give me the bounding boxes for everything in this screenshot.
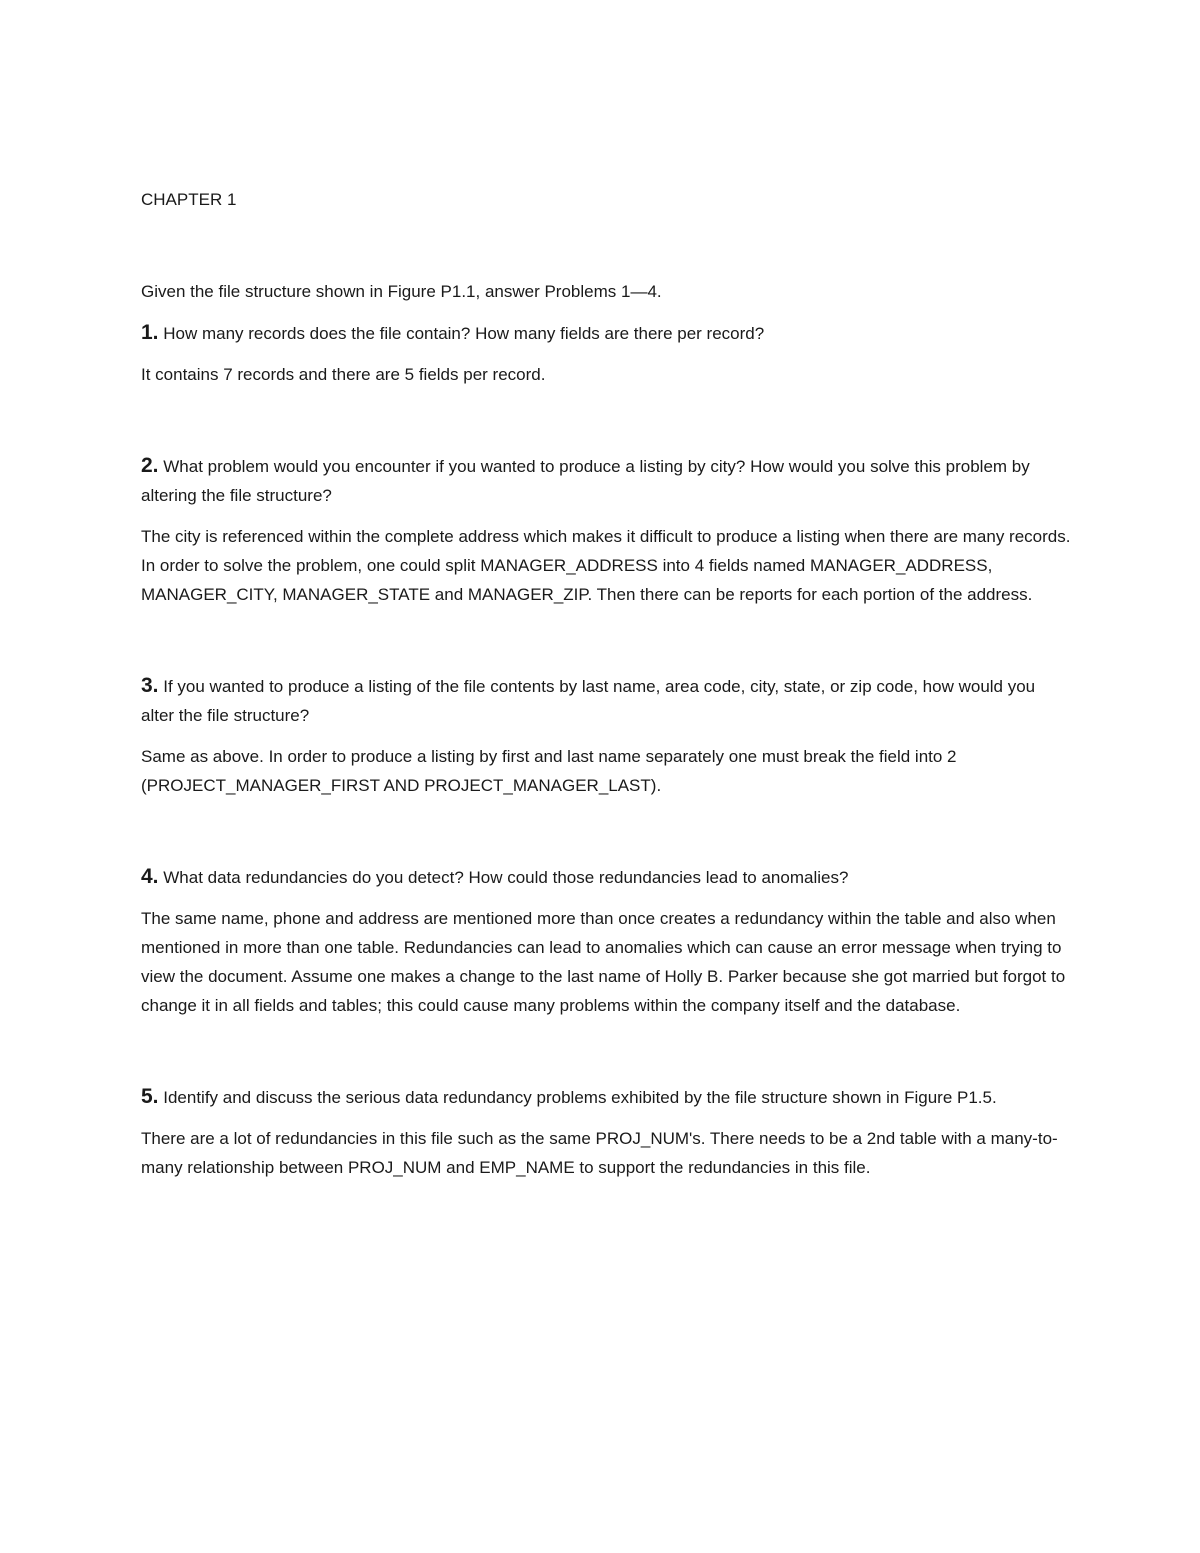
problem-1 [141,318,1071,389]
problem-5-question-text: Identify and discuss the serious data redundancy problems exhibited by the file structure shown in Figure P1.5. [158,1088,997,1107]
problem-1-question [141,318,1071,348]
problem-5-number: 5. [141,1085,159,1108]
problem-3-answer: Same as above. In order to produce a listing by first and last name separately one must break the field into 2 (PROJECT_MANAGER_FIRST AND PROJECT_MANAGER_LAST). [141,747,957,795]
problem-2 [141,451,1071,609]
problem-1-number: 1. [141,321,159,344]
problem-2-number: 2. [141,454,159,477]
problem-4-number: 4. [141,865,159,888]
problem-2-question-text: What problem would you encounter if you wanted to produce a listing by city? How would you solve this problem by altering the file structure? [141,457,1030,505]
problem-5 [141,1082,1071,1182]
problem-2-question [141,451,1071,510]
problem-3-number: 3. [141,674,159,697]
intro-text: Given the file structure shown in Figure P1.1, answer Problems 1—4. [141,282,662,301]
problem-1-question-text: How many records does the file contain? How many fields are there per record? [158,324,765,343]
problem-3 [141,671,1071,800]
document-body [141,188,1071,1182]
problem-4-answer: The same name, phone and address are mentioned more than once creates a redundancy within the table and also when mentioned in more than one table. Redundancies can lead to anomalies which can cause an error message when trying to view the document. Assume one makes a change to the last name of Holly B. Parker because she got married but forgot to change it in all fields and tables; this could cause many problems within the company itself and the database. [141,909,1066,1015]
chapter-heading: CHAPTER 1 [141,190,237,209]
problem-4-question-text: What data redundancies do you detect? How could those redundancies lead to anomalies? [158,868,849,887]
problem-2-answer: The city is referenced within the complete address which makes it difficult to produce a listing when there are many records. In order to solve the problem, one could split MANAGER_ADDRESS into 4 fields named MANAGER_ADDRESS, MANAGER_CITY, MANAGER_STATE and MANAGER_ZIP. Then there can be reports for each portion of the address. [141,527,1071,604]
problem-1-answer: It contains 7 records and there are 5 fields per record. [141,365,546,384]
problem-5-question [141,1082,1071,1112]
problem-4-question [141,862,1071,892]
problem-3-question [141,671,1071,730]
problem-4 [141,862,1071,1020]
problem-5-answer: There are a lot of redundancies in this file such as the same PROJ_NUM's. There needs to be a 2nd table with a many-to-many relationship between PROJ_NUM and EMP_NAME to support the redundancies in this file. [141,1129,1058,1177]
problem-3-question-text: If you wanted to produce a listing of the file contents by last name, area code, city, state, or zip code, how would you alter the file structure? [141,677,1036,725]
